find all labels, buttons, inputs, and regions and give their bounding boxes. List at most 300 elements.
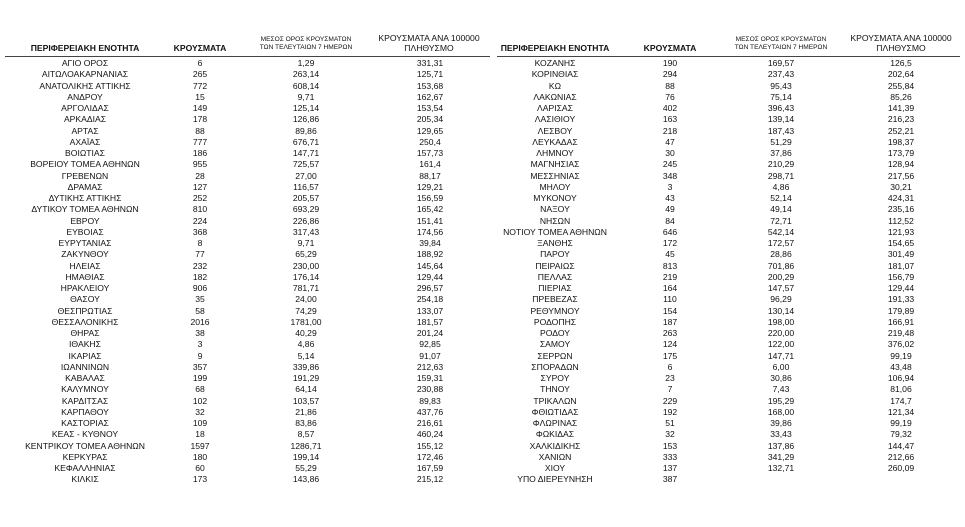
table-row — [0, 69, 965, 80]
region-name: ΓΡΕΒΕΝΩΝ — [61, 170, 109, 181]
per100k-value: 155,12 — [416, 440, 444, 451]
cases-value: 154 — [662, 305, 678, 316]
per100k-value: 154,65 — [887, 238, 915, 248]
cases-value: 109 — [192, 418, 208, 428]
region-name: ΦΩΚΙΔΑΣ — [535, 429, 575, 440]
cases-value: 60 — [195, 463, 205, 473]
avg7-value: 1,29 — [297, 58, 315, 68]
region-name: ΞΑΝΘΗΣ — [537, 238, 573, 248]
header-region-right: ΠΕΡΙΦΕΡΕΙΑΚΗ ΕΝΟΤΗΤΑ — [500, 43, 610, 53]
region-name: ΚΕΦΑΛΛΗΝΙΑΣ — [54, 463, 116, 473]
header-per100k-line2: ΠΛΗΘΥΣΜΟ — [876, 42, 926, 53]
per100k-value: 202,64 — [887, 69, 915, 80]
per100k-value: 121,93 — [887, 226, 915, 237]
region-name: ΒΟΙΩΤΙΑΣ — [65, 148, 105, 158]
region-name: ΠΑΡΟΥ — [540, 249, 570, 260]
avg7-value: 542,14 — [767, 226, 795, 237]
avg7-value: 37,86 — [770, 148, 792, 158]
cases-value: 9 — [197, 350, 203, 361]
header-cases-right: ΚΡΟΥΣΜΑΤΑ — [643, 43, 697, 53]
avg7-value: 1781,00 — [290, 316, 322, 327]
cases-value: 402 — [662, 103, 678, 113]
region-name: ΛΗΜΝΟΥ — [536, 148, 574, 158]
region-name: ΙΚΑΡΙΑΣ — [68, 350, 102, 361]
avg7-value: 40,29 — [295, 328, 317, 338]
per100k-value: 201,24 — [416, 328, 444, 338]
avg7-value: 168,00 — [767, 406, 795, 417]
cases-value: 58 — [195, 305, 205, 316]
cases-value: 163 — [662, 114, 678, 125]
region-name: ΛΕΣΒΟΥ — [537, 125, 573, 136]
table-row — [0, 193, 965, 204]
per100k-value: 153,68 — [416, 80, 444, 91]
cases-value: 15 — [195, 91, 205, 102]
per100k-value: 230,88 — [416, 384, 444, 395]
cases-value: 47 — [665, 136, 675, 147]
region-name: ΡΟΔΟΠΗΣ — [533, 316, 577, 327]
per100k-value: 89,83 — [419, 395, 441, 406]
avg7-value: 72,71 — [770, 215, 792, 226]
per100k-value: 331,31 — [416, 58, 444, 68]
avg7-value: 187,43 — [767, 125, 795, 136]
cases-value: 43 — [665, 193, 675, 203]
region-name: ΚΟΡΙΝΘΙΑΣ — [531, 69, 579, 80]
region-name: ΠΙΕΡΙΑΣ — [538, 283, 572, 293]
region-name: ΗΛΕΙΑΣ — [69, 260, 101, 271]
avg7-value: 220,00 — [767, 328, 795, 338]
cases-value: 7 — [667, 384, 673, 395]
avg7-value: 95,43 — [770, 80, 792, 91]
table-row — [0, 103, 965, 114]
avg7-value: 781,71 — [292, 283, 320, 293]
per100k-value: 144,47 — [887, 440, 915, 451]
per100k-value: 129,65 — [416, 125, 444, 136]
per100k-value: 129,44 — [416, 271, 444, 282]
region-name: ΒΟΡΕΙΟΥ ΤΟΜΕΑ ΑΘΗΝΩΝ — [30, 159, 140, 170]
table-row — [0, 182, 965, 193]
cases-value: 76 — [665, 91, 675, 102]
per100k-value: 162,67 — [416, 91, 444, 102]
avg7-value: 75,14 — [770, 91, 792, 102]
avg7-value: 210,29 — [767, 159, 795, 170]
per100k-value: 301,49 — [887, 249, 915, 260]
avg7-value: 339,86 — [292, 361, 320, 372]
region-name: ΠΕΙΡΑΙΩΣ — [535, 260, 575, 271]
region-name: ΧΙΟΥ — [544, 463, 566, 473]
avg7-value: 27,00 — [295, 170, 317, 181]
per100k-value: 129,21 — [416, 181, 444, 192]
table-row — [0, 227, 965, 238]
avg7-value: 226,86 — [292, 215, 320, 226]
cases-value: 232 — [192, 260, 208, 271]
region-name: ΜΥΚΟΝΟΥ — [533, 193, 577, 203]
region-name: ΥΠΟ ΔΙΕΡΕΥΝΗΣΗ — [517, 474, 593, 485]
region-name: ΛΑΚΩΝΙΑΣ — [533, 91, 577, 102]
per100k-value: 191,33 — [887, 294, 915, 305]
cases-value: 35 — [195, 294, 205, 305]
per100k-value: 166,91 — [887, 316, 915, 327]
cases-value: 772 — [192, 80, 208, 91]
cases-value: 45 — [665, 249, 675, 260]
cases-value: 77 — [195, 249, 205, 260]
cases-value: 172 — [662, 238, 678, 248]
region-name: ΘΑΣΟΥ — [70, 294, 100, 305]
table-row — [0, 137, 965, 148]
avg7-value: 64,14 — [295, 384, 317, 395]
table-row — [0, 351, 965, 362]
avg7-value: 126,86 — [292, 114, 320, 125]
per100k-value: 424,31 — [887, 193, 915, 203]
avg7-value: 65,29 — [295, 249, 317, 260]
cases-value: 333 — [662, 451, 678, 462]
region-name: ΙΩΑΝΝΙΝΩΝ — [60, 361, 110, 372]
avg7-value: 191,29 — [292, 373, 320, 383]
table-row — [0, 216, 965, 227]
avg7-value: 122,00 — [767, 339, 795, 350]
per100k-value: 99,19 — [890, 350, 912, 361]
table-row — [0, 339, 965, 350]
region-name: ΑΧΑΪΑΣ — [69, 136, 101, 147]
table-row — [0, 272, 965, 283]
cases-value: 8 — [197, 238, 203, 248]
region-name: ΘΕΣΠΡΩΤΙΑΣ — [57, 305, 113, 316]
region-name: ΕΥΡΥΤΑΝΙΑΣ — [58, 238, 112, 248]
avg7-value: 341,29 — [767, 451, 795, 462]
table-row — [0, 441, 965, 452]
avg7-value: 39,86 — [770, 418, 792, 428]
region-name: ΚΙΛΚΙΣ — [71, 474, 99, 485]
region-name: ΚΟΖΑΝΗΣ — [534, 58, 576, 68]
header-avg-right — [723, 36, 839, 51]
region-name: ΑΙΤΩΛΟΑΚΑΡΝΑΝΙΑΣ — [41, 69, 129, 80]
avg7-value: 96,29 — [770, 294, 792, 305]
per100k-value: 212,66 — [887, 451, 915, 462]
region-name: ΤΗΝΟΥ — [540, 384, 570, 395]
cases-value: 51 — [665, 418, 675, 428]
cases-value: 102 — [192, 395, 208, 406]
avg7-value: 116,57 — [293, 181, 319, 192]
per100k-value: 165,42 — [416, 204, 444, 215]
avg7-value: 89,86 — [295, 125, 317, 136]
region-name: ΚΑΛΥΜΝΟΥ — [61, 384, 109, 395]
cases-value: 348 — [662, 170, 678, 181]
cases-value: 810 — [192, 204, 208, 215]
per100k-value: 145,64 — [416, 260, 444, 271]
per100k-value: 167,59 — [416, 463, 444, 473]
per100k-value: 39,84 — [419, 238, 441, 248]
per100k-value: 188,92 — [416, 249, 444, 260]
cases-value: 68 — [195, 384, 205, 395]
table-row — [0, 373, 965, 384]
header-avg-left — [248, 36, 364, 51]
avg7-value: 55,29 — [295, 463, 317, 473]
avg7-value: 49,14 — [770, 204, 792, 215]
cases-value: 955 — [192, 159, 208, 170]
table-row — [0, 171, 965, 182]
region-name: ΕΒΡΟΥ — [70, 215, 100, 226]
cases-value: 368 — [192, 226, 208, 237]
cases-value: 88 — [195, 125, 205, 136]
per100k-value: 437,76 — [416, 406, 444, 417]
avg7-value: 147,57 — [767, 283, 795, 293]
per100k-value: 128,94 — [887, 159, 915, 170]
per100k-value: 212,63 — [416, 361, 444, 372]
avg7-value: 8,57 — [297, 429, 315, 440]
avg7-value: 21,86 — [295, 406, 317, 417]
region-name: ΔΥΤΙΚΗΣ ΑΤΤΙΚΗΣ — [48, 193, 122, 203]
per100k-value: 260,09 — [887, 463, 915, 473]
region-name: ΚΕΝΤΡΙΚΟΥ ΤΟΜΕΑ ΑΘΗΝΩΝ — [25, 440, 145, 451]
region-name: ΚΑΒΑΛΑΣ — [65, 373, 105, 383]
region-name: ΠΡΕΒΕΖΑΣ — [532, 294, 578, 305]
per100k-value: 205,34 — [416, 114, 444, 125]
cases-value: 187 — [662, 316, 678, 327]
cases-value: 229 — [662, 395, 678, 406]
cases-value: 88 — [665, 80, 675, 91]
avg7-value: 52,14 — [770, 193, 792, 203]
table-row — [0, 238, 965, 249]
avg7-value: 74,29 — [295, 305, 317, 316]
avg7-value: 396,43 — [767, 103, 795, 113]
table-row — [0, 362, 965, 373]
avg7-value: 132,71 — [767, 463, 795, 473]
header-per100k-right — [842, 34, 960, 54]
header-per100k-line2: ΠΛΗΘΥΣΜΟ — [404, 42, 454, 53]
per100k-value: 198,37 — [887, 136, 915, 147]
region-name: ΝΟΤΙΟΥ ΤΟΜΕΑ ΑΘΗΝΩΝ — [503, 226, 607, 237]
per100k-value: 250,4 — [419, 136, 441, 147]
avg7-value: 28,86 — [770, 249, 792, 260]
avg7-value: 1286,71 — [290, 440, 322, 451]
avg7-value: 125,14 — [292, 103, 320, 113]
per100k-value: 172,46 — [416, 451, 444, 462]
cases-value: 252 — [192, 193, 208, 203]
per100k-value: 179,89 — [887, 305, 915, 316]
per100k-value: 460,24 — [416, 429, 444, 440]
cases-value: 813 — [662, 260, 678, 271]
per100k-value: 129,44 — [887, 283, 915, 293]
region-name: ΛΕΥΚΑΔΑΣ — [532, 136, 578, 147]
cases-value: 175 — [662, 350, 678, 361]
per100k-value: 81,06 — [890, 384, 912, 395]
cases-value: 224 — [192, 215, 208, 226]
region-name: ΜΕΣΣΗΝΙΑΣ — [530, 170, 580, 181]
per100k-value: 181,07 — [887, 260, 915, 271]
per100k-value: 157,73 — [416, 148, 444, 158]
cases-value: 32 — [195, 406, 205, 417]
per100k-value: 159,31 — [416, 373, 444, 383]
region-name: ΗΡΑΚΛΕΙΟΥ — [60, 283, 110, 293]
region-name: ΡΟΔΟΥ — [540, 328, 570, 338]
region-name: ΝΑΞΟΥ — [540, 204, 570, 215]
cases-value: 178 — [192, 114, 208, 125]
region-name: ΚΩ — [548, 80, 562, 91]
header-avg-line1: ΜΕΣΟΣ ΟΡΟΣ ΚΡΟΥΣΜΑΤΩΝ — [260, 36, 352, 43]
cases-value: 180 — [192, 451, 208, 462]
per100k-value: 153,54 — [416, 103, 444, 113]
cases-value: 186 — [192, 148, 208, 158]
per100k-value: 181,57 — [416, 316, 444, 327]
cases-value: 110 — [663, 294, 677, 305]
per100k-value: 156,79 — [887, 271, 915, 282]
per100k-value: 125,71 — [416, 69, 444, 80]
region-name: ΑΝΑΤΟΛΙΚΗΣ ΑΤΤΙΚΗΣ — [39, 80, 131, 91]
cases-value: 30 — [665, 148, 675, 158]
per100k-value: 151,41 — [416, 215, 444, 226]
cases-value: 23 — [665, 373, 675, 383]
cases-value: 124 — [662, 339, 678, 350]
per100k-value: 106,94 — [887, 373, 915, 383]
table-row — [0, 159, 965, 170]
region-name: ΧΑΝΙΩΝ — [538, 451, 572, 462]
region-name: ΠΕΛΛΑΣ — [537, 271, 573, 282]
cases-value: 387 — [662, 474, 678, 485]
avg7-value: 143,86 — [292, 474, 320, 485]
region-name: ΚΕΑΣ - ΚΥΘΝΟΥ — [51, 429, 119, 440]
avg7-value: 693,29 — [292, 204, 320, 215]
cases-value: 199 — [192, 373, 208, 383]
cases-value: 28 — [195, 170, 205, 181]
table-row — [0, 81, 965, 92]
table-row — [0, 283, 965, 294]
region-name: ΖΑΚΥΝΘΟΥ — [61, 249, 109, 260]
table-row — [0, 463, 965, 474]
region-name: ΣΥΡΟΥ — [540, 373, 570, 383]
avg7-value: 147,71 — [292, 148, 320, 158]
avg7-value: 130,14 — [767, 305, 795, 316]
avg7-value: 195,29 — [767, 395, 795, 406]
table-row — [0, 204, 965, 215]
cases-value: 218 — [662, 125, 678, 136]
cases-value: 173 — [192, 474, 208, 485]
per100k-value: 99,19 — [890, 418, 912, 428]
per100k-value: 133,07 — [416, 305, 444, 316]
avg7-value: 139,14 — [767, 114, 795, 125]
cases-value: 153 — [662, 440, 678, 451]
per100k-value: 156,59 — [416, 193, 444, 203]
region-name: ΝΗΣΩΝ — [539, 215, 571, 226]
header-per100k-line1: ΚΡΟΥΣΜΑΤΑ ΑΝΑ 100000 — [850, 33, 952, 43]
table-row — [0, 114, 965, 125]
header-divider-right — [497, 56, 960, 57]
avg7-value: 30,86 — [770, 373, 792, 383]
cases-value: 137 — [662, 463, 678, 473]
region-name: ΣΠΟΡΑΔΩΝ — [531, 361, 579, 372]
region-name: ΚΑΡΔΙΤΣΑΣ — [61, 395, 109, 406]
per100k-value: 215,12 — [416, 474, 444, 485]
avg7-value: 230,00 — [292, 260, 320, 271]
avg7-value: 33,43 — [770, 429, 792, 440]
per100k-value: 174,7 — [890, 395, 912, 406]
cases-value: 6 — [197, 58, 203, 68]
avg7-value: 4,86 — [772, 181, 790, 192]
region-name: ΧΑΛΚΙΔΙΚΗΣ — [529, 440, 581, 451]
per100k-value: 88,17 — [419, 170, 441, 181]
table-row — [0, 126, 965, 137]
table-row — [0, 261, 965, 272]
cases-value: 84 — [665, 215, 675, 226]
avg7-value: 9,71 — [297, 91, 315, 102]
region-name: ΛΑΡΙΣΑΣ — [537, 103, 573, 113]
region-name: ΑΡΚΑΔΙΑΣ — [63, 114, 107, 125]
cases-value: 6 — [667, 361, 673, 372]
header-avg-line1: ΜΕΣΟΣ ΟΡΟΣ ΚΡΟΥΣΜΑΤΩΝ — [735, 36, 827, 43]
cases-value: 3 — [667, 181, 673, 192]
table-row — [0, 249, 965, 260]
table-row — [0, 452, 965, 463]
header-per100k-left — [368, 34, 490, 54]
region-name: ΦΛΩΡΙΝΑΣ — [532, 418, 578, 428]
avg7-value: 205,57 — [292, 193, 320, 203]
avg7-value: 169,57 — [767, 58, 795, 68]
cases-value: 357 — [192, 361, 208, 372]
region-name: ΑΡΤΑΣ — [71, 125, 99, 136]
avg7-value: 199,14 — [292, 451, 320, 462]
region-name: ΑΝΔΡΟΥ — [67, 91, 103, 102]
region-name: ΑΡΓΟΛΙΔΑΣ — [61, 103, 109, 113]
per100k-value: 141,39 — [887, 103, 915, 113]
table-row — [0, 384, 965, 395]
table-row — [0, 328, 965, 339]
region-name: ΡΕΘΥΜΝΟΥ — [530, 305, 580, 316]
region-name: ΚΑΣΤΟΡΙΑΣ — [61, 418, 109, 428]
avg7-value: 83,86 — [295, 418, 317, 428]
avg7-value: 7,43 — [772, 384, 790, 395]
header-avg-line2: ΤΩΝ ΤΕΛΕΥΤΑΙΩΝ 7 ΗΜΕΡΩΝ — [734, 43, 828, 51]
region-name: ΕΥΒΟΙΑΣ — [66, 226, 104, 237]
avg7-value: 6,00 — [772, 361, 790, 372]
header-per100k-line1: ΚΡΟΥΣΜΑΤΑ ΑΝΑ 100000 — [378, 33, 480, 43]
per100k-value: 255,84 — [887, 80, 915, 91]
table-row — [0, 407, 965, 418]
region-name: ΔΥΤΙΚΟΥ ΤΟΜΕΑ ΑΘΗΝΩΝ — [31, 204, 139, 215]
per100k-value: 126,5 — [890, 58, 912, 68]
avg7-value: 137,86 — [767, 440, 795, 451]
region-name: ΣΑΜΟΥ — [539, 339, 571, 350]
per100k-value: 376,02 — [887, 339, 915, 350]
per100k-value: 30,21 — [890, 181, 912, 192]
table-row — [0, 429, 965, 440]
per100k-value: 254,18 — [416, 294, 444, 305]
per100k-value: 85,26 — [890, 91, 912, 102]
avg7-value: 147,71 — [767, 350, 795, 361]
table-row — [0, 474, 965, 485]
region-name: ΑΓΙΟ ΟΡΟΣ — [61, 58, 109, 68]
per100k-value: 121,34 — [887, 406, 915, 417]
avg7-value: 51,29 — [770, 136, 792, 147]
table-row — [0, 148, 965, 159]
cases-value: 3 — [197, 339, 203, 350]
per100k-value: 252,21 — [887, 125, 915, 136]
region-name: ΘΕΣΣΑΛΟΝΙΚΗΣ — [51, 316, 119, 327]
avg7-value: 200,29 — [767, 271, 795, 282]
cases-value: 127 — [192, 181, 208, 192]
cases-value: 265 — [192, 69, 208, 80]
region-name: ΙΘΑΚΗΣ — [69, 339, 101, 350]
avg7-value: 103,57 — [292, 395, 320, 406]
region-name: ΛΑΣΙΘΙΟΥ — [534, 114, 576, 125]
per100k-value: 235,16 — [887, 204, 915, 215]
per100k-value: 43,48 — [890, 361, 912, 372]
avg7-value: 9,71 — [297, 238, 315, 248]
cases-value: 777 — [192, 136, 208, 147]
region-name: ΔΡΑΜΑΣ — [67, 181, 103, 192]
header-divider-left — [5, 56, 490, 57]
avg7-value: 198,00 — [767, 316, 795, 327]
avg7-value: 263,14 — [292, 69, 320, 80]
per100k-value: 216,23 — [887, 114, 915, 125]
cases-value: 263 — [662, 328, 678, 338]
